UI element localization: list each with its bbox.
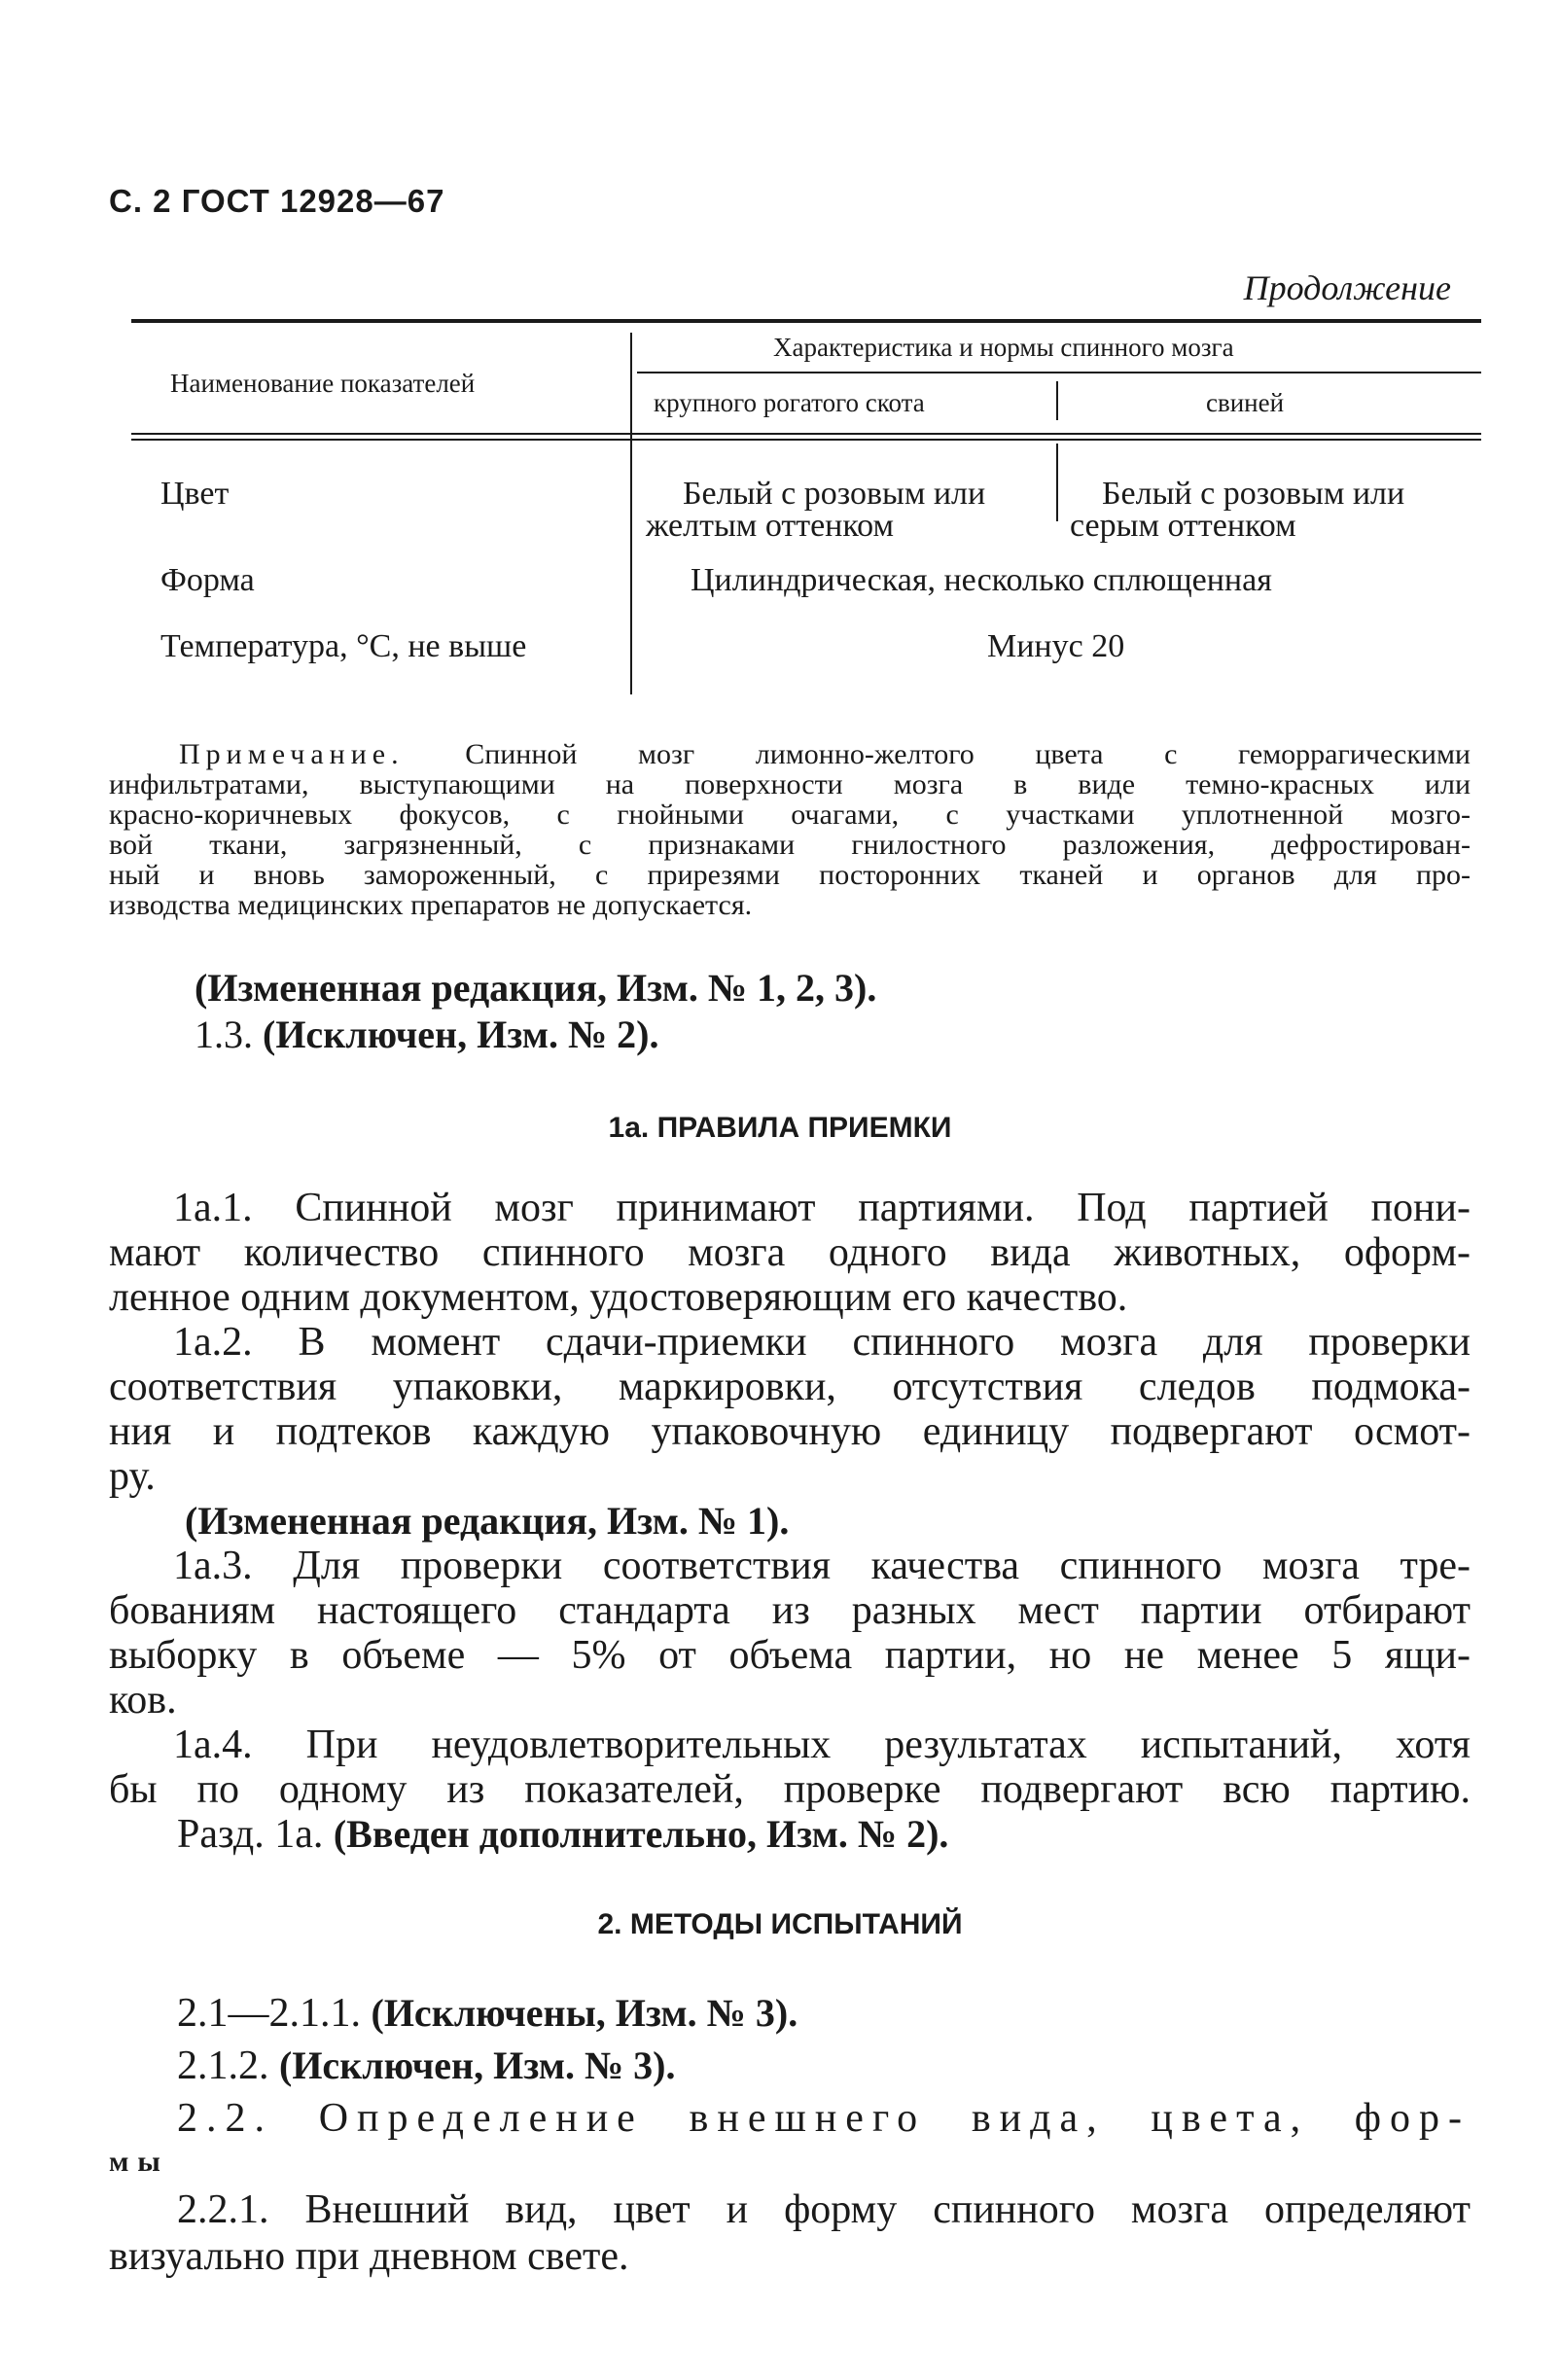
note-line-1: Примечание. Спинной мозг лимонно-желтого цвета с геморрагическими — [179, 738, 1471, 770]
p1a1-line2: мают количество спинного мозга одного вида животных, оформ- — [109, 1230, 1471, 1275]
p1a3-line4: ков. — [109, 1678, 177, 1723]
section-1a-reference-prefix: Разд. 1а. — [177, 1812, 324, 1857]
row-color-pigs-line2: серым оттенком — [1070, 508, 1296, 544]
p1a4-line2: бы по одному из показателей, проверке подвергают всю партию. — [109, 1767, 1471, 1812]
item-2-2-line1: 2.2. Определение внешнего вида, цвета, фор- — [177, 2096, 1471, 2141]
item-2-1-2-number: 2.1.2. — [177, 2043, 269, 2088]
amendment-note-1: (Измененная редакция, Изм. № 1, 2, 3). — [195, 966, 877, 1010]
note-line-6: изводства медицинских препаратов не допускается. — [109, 889, 753, 921]
item-2-1 — [177, 1990, 1539, 2037]
item-2-1-2-text: (Исключен, Изм. № 3). — [279, 2043, 676, 2087]
item-2-1-text: (Исключены, Изм. № 3). — [371, 1991, 798, 2035]
item-1-3-number: 1.3. — [195, 1012, 253, 1056]
note-line-3: красно-коричневых фокусов, с гнойными очагами, с участками уплотненной мозго- — [109, 799, 1471, 831]
row-color-cattle-line1: Белый с розовым или — [683, 476, 986, 512]
section-1a-reference-text: (Введен дополнительно, Изм. № 2). — [333, 1812, 949, 1856]
p1a3-line3: выборку в объеме — 5% от объема партии, но не менее 5 ящи- — [109, 1633, 1471, 1678]
section-1a-reference — [177, 1811, 1539, 1858]
item-2-2-1-line2: визуально при дневном свете. — [109, 2234, 629, 2279]
p1a2-line4: ру. — [109, 1454, 156, 1499]
item-1-3 — [195, 1012, 1556, 1057]
item-1-3-text: (Исключен, Изм. № 2). — [263, 1012, 659, 1056]
col-pigs-header: свиней — [1206, 388, 1285, 417]
table-header-divider — [637, 372, 1481, 373]
col-name-header: Наименование показателей — [170, 369, 476, 398]
row-temp-value: Минус 20 — [987, 628, 1125, 664]
p1a2-line3: ния и подтеков каждую упаковочную единицу подвергают осмот- — [109, 1409, 1471, 1454]
table-subcol-divider — [1056, 381, 1058, 420]
note-line-2: инфильтратами, выступающими на поверхности мозга в виде темно-красных или — [109, 768, 1471, 800]
row-color-pigs-line1: Белый с розовым или — [1102, 476, 1405, 512]
item-2-2-line2: мы — [109, 2146, 169, 2178]
amendment-note-2: (Измененная редакция, Изм. № 1). — [185, 1499, 790, 1543]
item-2-1-number: 2.1—2.1.1. — [177, 1991, 361, 2036]
col-group-header: Характеристика и нормы спинного мозга — [773, 333, 1234, 362]
item-2-2-1-line1: 2.2.1. Внешний вид, цвет и форму спинного мозга определяют — [177, 2187, 1471, 2232]
p1a2-line1: 1а.2. В момент сдачи-приемки спинного мозга для проверки — [173, 1320, 1471, 1365]
row-color-name: Цвет — [160, 476, 230, 512]
continuation-label: Продолжение — [1243, 268, 1451, 307]
table-header-bottom-rule-2 — [131, 439, 1481, 441]
p1a1-line1: 1а.1. Спинной мозг принимают партиями. Под партией пони- — [173, 1186, 1471, 1230]
table-top-rule — [131, 319, 1481, 323]
row-temp-name: Температура, °С, не выше — [160, 628, 527, 664]
table-note — [109, 739, 1471, 920]
p1a3-line1: 1а.3. Для проверки соответствия качества спинного мозга тре- — [173, 1544, 1471, 1588]
row-form-value: Цилиндрическая, несколько сплющенная — [691, 562, 1272, 598]
page-header: С. 2 ГОСТ 12928—67 — [109, 183, 445, 219]
item-2-1-2 — [177, 2043, 1539, 2089]
p1a4-line1: 1а.4. При неудовлетворительных результатах испытаний, хотя — [173, 1723, 1471, 1767]
col-cattle-header: крупного рогатого скота — [654, 388, 925, 417]
section-1a-title: 1а. ПРАВИЛА ПРИЕМКИ — [608, 1112, 952, 1144]
table-col-divider — [630, 333, 632, 694]
note-label: Примечание. — [179, 738, 405, 770]
note-line-5: ный и вновь замороженный, с прирезями посторонних тканей и органов для про- — [109, 859, 1471, 891]
note-line-4: вой ткани, загрязненный, с признаками гнилостного разложения, дефростирован- — [109, 829, 1471, 861]
section-2-title: 2. МЕТОДЫ ИСПЫТАНИЙ — [597, 1908, 963, 1940]
row-form-name: Форма — [160, 562, 255, 598]
table-cell-divider — [1056, 444, 1058, 521]
p1a2-line2: соответствия упаковки, маркировки, отсутствия следов подмока- — [109, 1365, 1471, 1409]
table-header-bottom-rule — [131, 433, 1481, 435]
p1a3-line2: бованиям настоящего стандарта из разных мест партии отбирают — [109, 1588, 1471, 1633]
p1a1-line3: ленное одним документом, удостоверяющим его качество. — [109, 1275, 1128, 1320]
row-color-cattle-line2: желтым оттенком — [646, 508, 895, 544]
